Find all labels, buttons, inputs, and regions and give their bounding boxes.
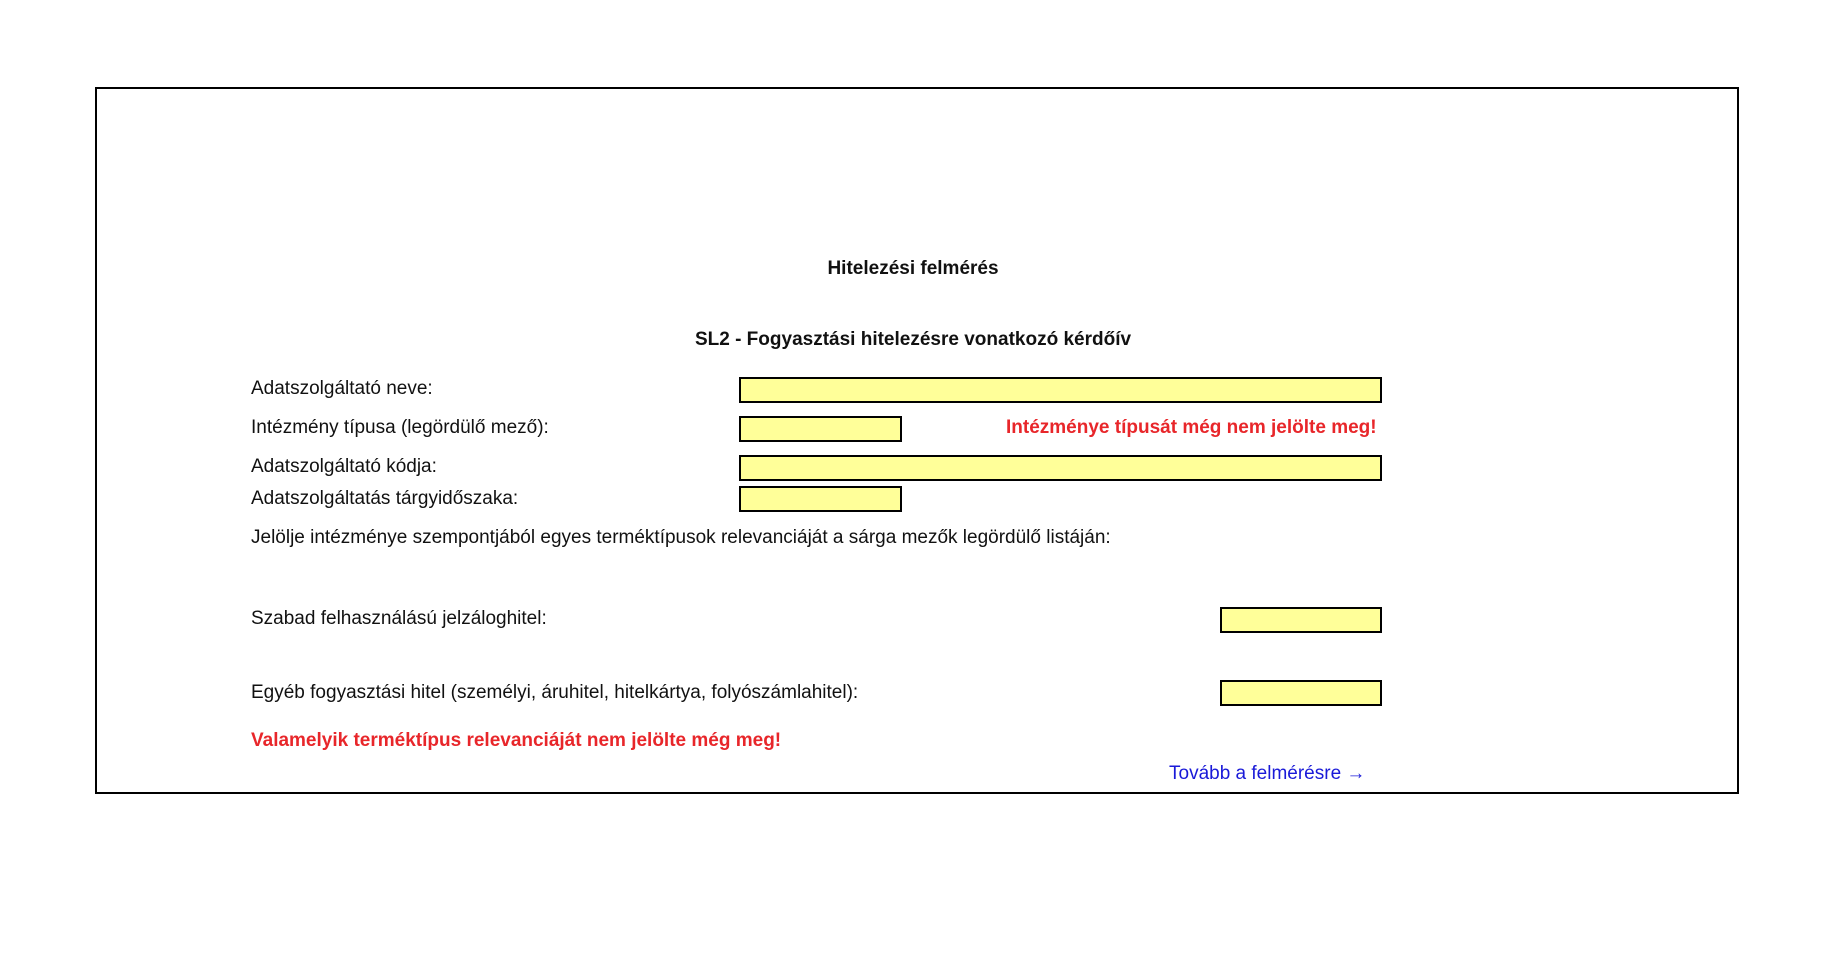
reference-period-label: Adatszolgáltatás tárgyidőszaka: <box>251 488 519 509</box>
institution-type-warning: Intézménye típusát még nem jelölte meg! <box>1006 417 1377 438</box>
provider-name-label: Adatszolgáltató neve: <box>251 378 433 399</box>
instruction-text: Jelölje intézménye szempontjából egyes terméktípusok relevanciáját a sárga mezők legördülő listáján: <box>251 527 1111 548</box>
other-consumer-credit-relevance-dropdown[interactable] <box>1220 680 1382 706</box>
provider-code-field[interactable] <box>739 455 1382 481</box>
continue-survey-link[interactable]: Tovább a felmérésre → <box>1169 763 1366 784</box>
mortgage-label: Szabad felhasználású jelzáloghitel: <box>251 608 547 629</box>
relevance-warning: Valamelyik terméktípus relevanciáját nem jelölte még meg! <box>251 730 782 751</box>
mortgage-relevance-dropdown[interactable] <box>1220 607 1382 633</box>
provider-code-label: Adatszolgáltató kódja: <box>251 456 437 477</box>
other-consumer-credit-label: Egyéb fogyasztási hitel (személyi, áruhitel, hitelkártya, folyószámlahitel): <box>251 682 859 703</box>
institution-type-label: Intézmény típusa (legördülő mező): <box>251 417 549 438</box>
institution-type-dropdown[interactable] <box>739 416 902 442</box>
page-title: Hitelezési felmérés <box>827 258 999 279</box>
provider-name-field[interactable] <box>739 377 1382 403</box>
reference-period-dropdown[interactable] <box>739 486 902 512</box>
page-subtitle: SL2 - Fogyasztási hitelezésre vonatkozó kérdőív <box>694 329 1132 350</box>
